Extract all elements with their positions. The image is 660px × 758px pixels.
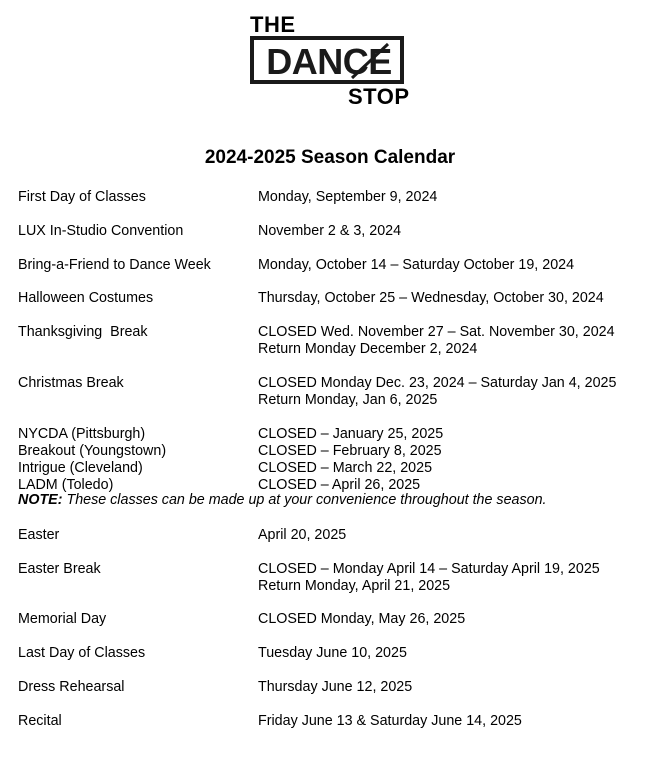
event-date: CLOSED Monday Dec. 23, 2024 – Saturday Jan 4, 2025 (258, 375, 617, 391)
event-label: Halloween Costumes (18, 290, 154, 306)
event-label: LUX In-Studio Convention (18, 223, 184, 239)
event-return-date: Return Monday, April 21, 2025 (258, 578, 451, 594)
event-date: CLOSED Wed. November 27 – Sat. November 30, 2024 (258, 324, 615, 340)
event-date: Monday, September 9, 2024 (258, 189, 438, 205)
event-date: CLOSED – January 25, 2025 (258, 426, 444, 442)
page-title: 2024-2025 Season Calendar (204, 147, 456, 168)
event-date: November 2 & 3, 2024 (258, 223, 402, 239)
event-label: Easter (18, 527, 60, 543)
event-label: Intrigue (Cleveland) (18, 460, 143, 476)
event-label: Christmas Break (18, 375, 124, 391)
logo (250, 14, 410, 110)
event-label: Last Day of Classes (18, 645, 146, 661)
event-date: CLOSED Monday, May 26, 2025 (258, 611, 466, 627)
event-label: Bring-a-Friend to Dance Week (18, 257, 211, 273)
event-label: NYCDA (Pittsburgh) (18, 426, 146, 442)
event-label: Dress Rehearsal (18, 679, 125, 695)
event-return-date: Return Monday, Jan 6, 2025 (258, 392, 438, 408)
event-date: CLOSED – Monday April 14 – Saturday April 19, 2025 (258, 561, 600, 577)
note (18, 492, 547, 509)
event-label: Recital (18, 713, 62, 729)
event-date: Thursday, October 25 – Wednesday, October 30, 2024 (258, 290, 604, 306)
event-date: CLOSED – February 8, 2025 (258, 443, 442, 459)
logo-dance: DANCE (266, 41, 392, 82)
event-date: Monday, October 14 – Saturday October 19, 2024 (258, 257, 575, 273)
note-prefix: NOTE: (18, 492, 63, 508)
event-label: Breakout (Youngstown) (18, 443, 167, 459)
event-date: Friday June 13 & Saturday June 14, 2025 (258, 713, 522, 729)
logo-stop: STOP (348, 84, 410, 109)
event-date: CLOSED – March 22, 2025 (258, 460, 433, 476)
logo-box (250, 36, 404, 84)
event-label: LADM (Toledo) (18, 477, 114, 493)
event-label: Easter Break (18, 561, 101, 577)
event-date: Thursday June 12, 2025 (258, 679, 413, 695)
event-return-date: Return Monday December 2, 2024 (258, 341, 478, 357)
event-date: April 20, 2025 (258, 527, 347, 543)
event-label: First Day of Classes (18, 189, 146, 205)
event-date: CLOSED – April 26, 2025 (258, 477, 421, 493)
event-label: Thanksgiving Break (18, 324, 148, 340)
event-label: Memorial Day (18, 611, 107, 627)
logo-the: THE (250, 12, 296, 37)
event-date: Tuesday June 10, 2025 (258, 645, 407, 661)
note-text: These classes can be made up at your convenience throughout the season. (62, 492, 547, 508)
